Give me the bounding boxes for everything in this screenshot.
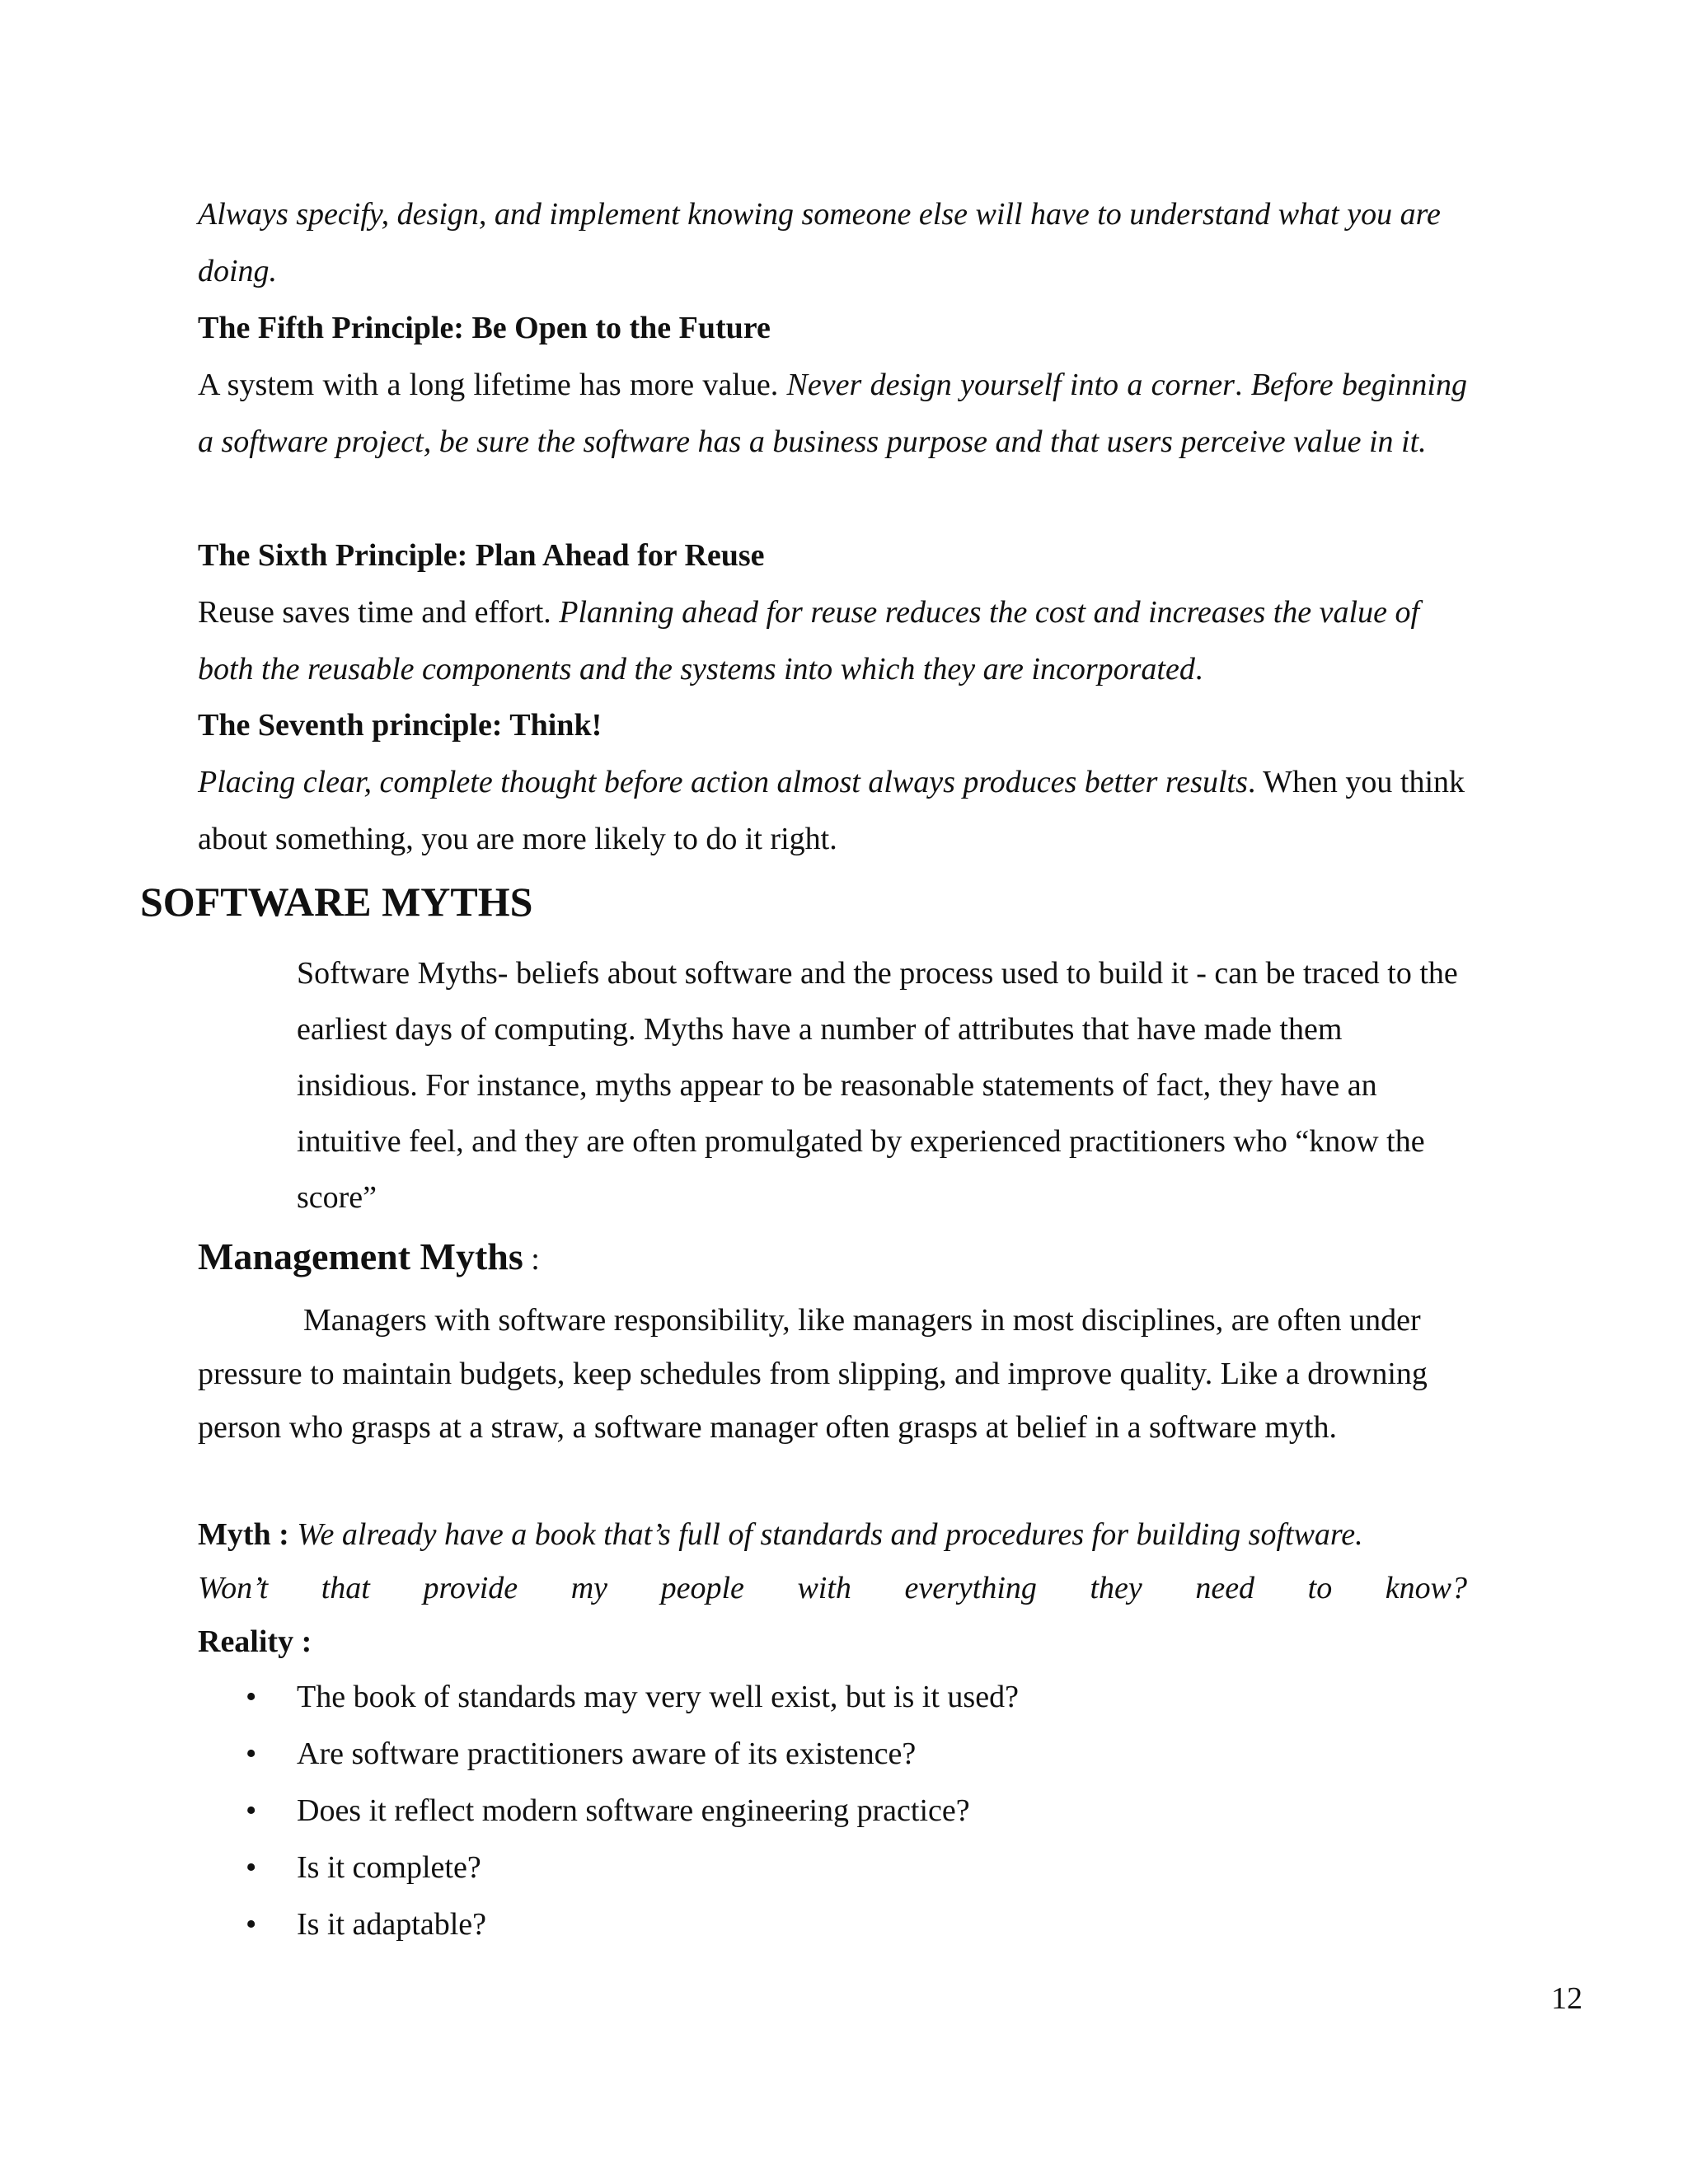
seventh-principle-paragraph [198, 754, 1467, 868]
myth-text-line-1: We already have a book that’s full of standards and procedures for building software. [297, 1517, 1363, 1552]
sixth-principle-heading: The Sixth Principle: Plan Ahead for Reuse [198, 538, 765, 573]
management-myths-heading-text: Management Myths [198, 1235, 523, 1277]
sixth-principle-text-1: Reuse saves time and effort. [198, 595, 560, 630]
bullet-icon: • [246, 1680, 257, 1714]
list-item [0, 1726, 1688, 1783]
list-item-text: The book of standards may very well exist, but is it used? [297, 1680, 1019, 1714]
management-myths-heading [198, 1234, 540, 1282]
list-item [0, 1840, 1688, 1896]
myth-label: Myth : [198, 1517, 298, 1552]
seventh-principle-text-1: . When you think about something, you are more likely to do it right. [198, 765, 1465, 856]
bullet-icon: • [246, 1736, 257, 1771]
myth-text-line-2: Won’t that provide my people with everything they need to know? [198, 1571, 1467, 1605]
bullet-icon: • [246, 1793, 257, 1828]
fifth-principle-text-1: A system with a long lifetime has more value. [198, 368, 787, 402]
page-number: 12 [1551, 1981, 1582, 2016]
list-item-text: Does it reflect modern software engineering practice? [297, 1793, 970, 1828]
intro-paragraph: Always specify, design, and implement knowing someone else will have to understand what you are doing. [198, 197, 1441, 288]
software-myths-heading: SOFTWARE MYTHS [140, 879, 533, 925]
software-myths-paragraph: Software Myths- beliefs about software and the process used to build it - can be traced to the earliest days of computing. Myths have a number of attributes that have made them insidious. For instance, myths appear to be reasonable statements of fact, they have an intuitive feel, and they are often promulgated by experienced practitioners who “know the score” [297, 956, 1458, 1215]
management-myths-heading-colon: : [523, 1242, 540, 1277]
bullet-icon: • [246, 1850, 257, 1885]
management-myths-paragraph [198, 1294, 1467, 1455]
fifth-principle-text-2: . [1234, 368, 1251, 402]
seventh-principle-heading: The Seventh principle: Think! [198, 708, 603, 743]
fifth-principle-emphasis-1: Never design yourself into a corner [786, 368, 1235, 402]
seventh-principle-emphasis-1: Placing clear, complete thought before action almost always produces better results [198, 765, 1248, 799]
fifth-principle-paragraph [198, 357, 1467, 471]
fifth-principle-heading: The Fifth Principle: Be Open to the Future [198, 311, 771, 345]
bullet-icon: • [246, 1907, 257, 1942]
list-item-text: Is it complete? [297, 1850, 481, 1885]
sixth-principle-emphasis-1: Planning ahead for reuse reduces the cost and increases the value of both the reusable components and the systems into which they are incorporated [198, 595, 1420, 687]
myth-statement-line-1 [198, 1508, 1467, 1562]
reality-label: Reality : [198, 1624, 312, 1659]
list-item-text: Is it adaptable? [297, 1907, 487, 1942]
sixth-principle-paragraph [198, 584, 1467, 698]
list-item [0, 1669, 1688, 1726]
sixth-principle-text-2: . [1194, 652, 1203, 687]
list-item [0, 1783, 1688, 1840]
list-item [0, 1896, 1688, 1953]
fifth-principle-emphasis-2: Before beginning a software project, be sure the software has a business purpose and that users perceive value in it. [198, 368, 1467, 459]
list-item-text: Are software practitioners aware of its existence? [297, 1736, 917, 1771]
management-myths-paragraph-text: Managers with software responsibility, like managers in most disciplines, are often under pressure to maintain budgets, keep schedules from slipping, and improve quality. Like a drowning person who grasps at a straw, a software manager often grasps at belief in a software myth. [198, 1303, 1428, 1445]
